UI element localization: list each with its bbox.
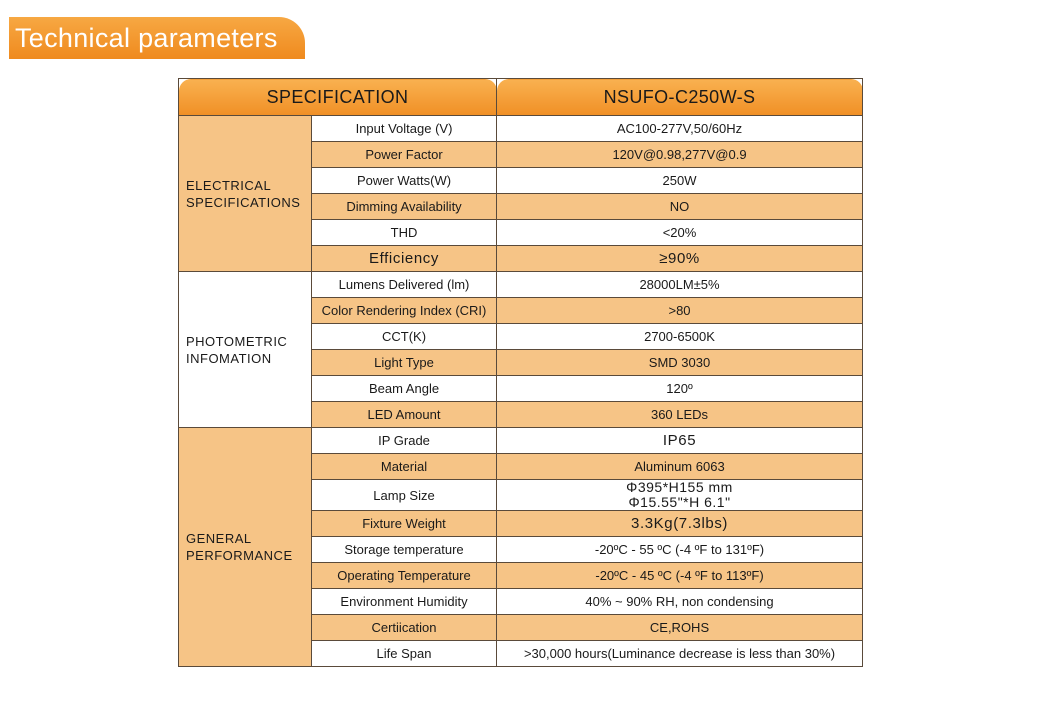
row-name: Power Watts(W)	[312, 168, 497, 194]
group-label-general: GENERAL PERFORMANCE	[179, 428, 312, 667]
row-value: 40% ~ 90% RH, non condensing	[497, 589, 863, 615]
row-value: NO	[497, 194, 863, 220]
row-value: CE,ROHS	[497, 615, 863, 641]
group-label-photometric: PHOTOMETRIC INFOMATION	[179, 272, 312, 428]
spec-table	[178, 78, 863, 667]
row-name: Storage temperature	[312, 537, 497, 563]
row-value: 360 LEDs	[497, 402, 863, 428]
table-row	[179, 272, 863, 298]
row-value: 250W	[497, 168, 863, 194]
row-name: Efficiency	[312, 246, 497, 272]
row-value: >80	[497, 298, 863, 324]
row-value: ≥90%	[497, 246, 863, 272]
row-name: Fixture Weight	[312, 511, 497, 537]
row-name: Beam Angle	[312, 376, 497, 402]
row-value: AC100-277V,50/60Hz	[497, 116, 863, 142]
row-value: Aluminum 6063	[497, 454, 863, 480]
row-name: Operating Temperature	[312, 563, 497, 589]
header-model: NSUFO-C250W-S	[497, 79, 863, 116]
row-name: Lamp Size	[312, 480, 497, 511]
table-row	[179, 116, 863, 142]
row-name: Input Voltage (V)	[312, 116, 497, 142]
lamp-size-imperial: Φ15.55"*H 6.1"	[628, 494, 731, 510]
row-value: -20ºC - 55 ºC (-4 ºF to 131ºF)	[497, 537, 863, 563]
row-name: LED Amount	[312, 402, 497, 428]
row-name: Material	[312, 454, 497, 480]
header-specification: SPECIFICATION	[179, 79, 497, 116]
row-name: Certiication	[312, 615, 497, 641]
row-name: Lumens Delivered (lm)	[312, 272, 497, 298]
row-name: Dimming Availability	[312, 194, 497, 220]
row-name: Environment Humidity	[312, 589, 497, 615]
group-label-electrical: ELECTRICAL SPECIFICATIONS	[179, 116, 312, 272]
row-value: 28000LM±5%	[497, 272, 863, 298]
row-value: 120V@0.98,277V@0.9	[497, 142, 863, 168]
row-name: Light Type	[312, 350, 497, 376]
row-value: 120º	[497, 376, 863, 402]
row-value: <20%	[497, 220, 863, 246]
row-value: SMD 3030	[497, 350, 863, 376]
row-value-lamp-size	[497, 480, 863, 511]
row-value: 2700-6500K	[497, 324, 863, 350]
row-name: CCT(K)	[312, 324, 497, 350]
row-name: Power Factor	[312, 142, 497, 168]
lamp-size-metric: Φ395*H155 mm	[626, 479, 733, 495]
row-value: 3.3Kg(7.3lbs)	[497, 511, 863, 537]
row-value: >30,000 hours(Luminance decrease is less than 30%)	[497, 641, 863, 667]
row-name: THD	[312, 220, 497, 246]
table-row	[179, 428, 863, 454]
page-title-banner	[9, 17, 305, 59]
row-name: Life Span	[312, 641, 497, 667]
row-value: IP65	[497, 428, 863, 454]
row-name: Color Rendering Index (CRI)	[312, 298, 497, 324]
row-name: IP Grade	[312, 428, 497, 454]
row-value: -20ºC - 45 ºC (-4 ºF to 113ºF)	[497, 563, 863, 589]
page-title: Technical parameters	[15, 23, 278, 53]
